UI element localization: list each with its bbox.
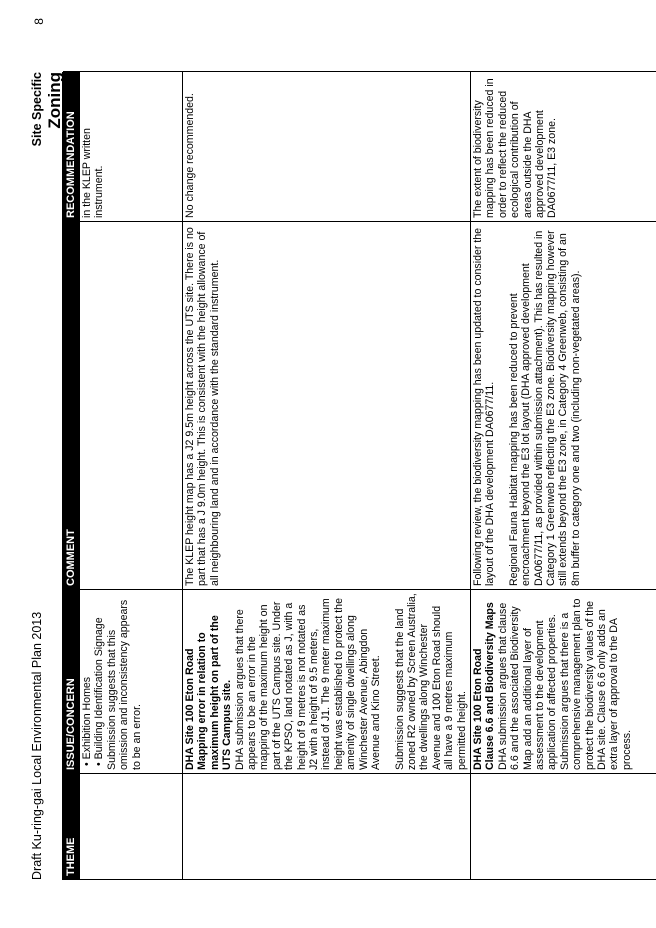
- recommendation-cell: in the KLEP written instrument.: [80, 72, 183, 222]
- theme-cell: [183, 774, 471, 880]
- column-header-comment: COMMENT: [64, 222, 80, 590]
- theme-cell: [80, 774, 183, 880]
- issue-bullet: • Exhibition Homes: [81, 593, 93, 770]
- issue-text: DHA submission argues that clause 6.6 and the associated Biodiversity Map add an additional layer of assessment to the development application of affected properties. Submission argues that there is a comprehensive management plan to protect the biodiversity values of the DHA site. Clause 6.6 only adds an extra layer of approval to the DA process.: [496, 598, 633, 770]
- issue-cell: [80, 590, 183, 774]
- page-number: 8: [32, 18, 46, 25]
- issue-heading: Mapping error in relation to maximum height on part of the UTS Campus site.: [196, 615, 234, 770]
- comment-text: The KLEP height map has a J2 9.5m height across the UTS site. There is no part that has a J 9.0m height. This is consistent with the height allowance of all neighbouring land and in accordance with the standard instrument.: [184, 227, 221, 586]
- submissions-table: [63, 71, 656, 880]
- column-header-theme: THEME: [64, 774, 80, 880]
- column-header-recommendation: RECOMMENDATION: [64, 72, 80, 222]
- comment-cell: [80, 222, 183, 590]
- recommendation-cell: [470, 72, 656, 222]
- document-title: Draft Ku-ring-gai Local Environmental Plan 2013: [30, 611, 44, 880]
- issue-bullet: • Building Identification Signage: [93, 593, 105, 770]
- issue-text: DHA submission argues that there appears to be an error in the mapping of the maximum height on part of the UTS Campus site. Under the KPSO, land notated as J, with a height of 9 metres is not notated as J2 with a height of 9.5 meters, instead of J1. The 9 meter maximum height was established to protect the amenity of single dwellings along Winchester Avenue, Abingdon Avenue and Kino Street.: [233, 598, 383, 770]
- issue-cell: [183, 590, 471, 774]
- table-row: [183, 72, 471, 880]
- section-label: Site Specific: [30, 72, 44, 147]
- issue-text: Submission suggests that this omission and inconsistency appears to be an error.: [105, 599, 143, 770]
- comment-cell: [470, 222, 656, 590]
- subsection-label: Zoning: [45, 72, 64, 129]
- recommendation-text: The extent of biodiversity mapping has been reduced in order to reflect the reduced ecological contribution of areas outside the DHA approved development DA0677/11, E3 zone.: [471, 78, 559, 218]
- recommendation-text: No change recommended.: [184, 93, 196, 218]
- table-row: [80, 72, 183, 880]
- recommendation-cell: [183, 72, 471, 222]
- table-row: [470, 72, 656, 880]
- comment-text: Following review, the biodiversity mapping has been updated to consider the layout of the DHA development DA0677/11.: [471, 227, 497, 586]
- comment-cell: [183, 222, 471, 590]
- theme-cell: [470, 774, 656, 880]
- comment-text: Regional Fauna Habitat mapping has been reduced to prevent encroachment beyond the E3 lot layout (DHA approved development DA0677/11, as provided within submission attachment). This has resulted in Category 1 Greenweb reflecting the E3 zone. Biodiversity mapping however still extends beyond the E3 zone, in Category 4 Greenweb, consisting of an 8m buffer to category one and two (including non-vegetated areas).: [507, 230, 582, 586]
- table-header-row: [64, 72, 80, 880]
- issue-heading: Clause 6.6 and Biodiversity Maps: [484, 602, 497, 770]
- issue-text: Submission suggests that the land zoned R2 owned by Screen Australia, the dwellings along Winchester Avenue and 100 Eton Road should all have a 9 metres maximum permitted height.: [393, 593, 468, 770]
- issue-cell: [470, 590, 656, 774]
- issue-site: DHA Site 100 Eton Road: [184, 648, 196, 770]
- column-header-issue: ISSUE/CONCERN: [64, 590, 80, 774]
- issue-site: DHA Site 100 Eton Road: [471, 648, 484, 770]
- section-header: [30, 72, 65, 146]
